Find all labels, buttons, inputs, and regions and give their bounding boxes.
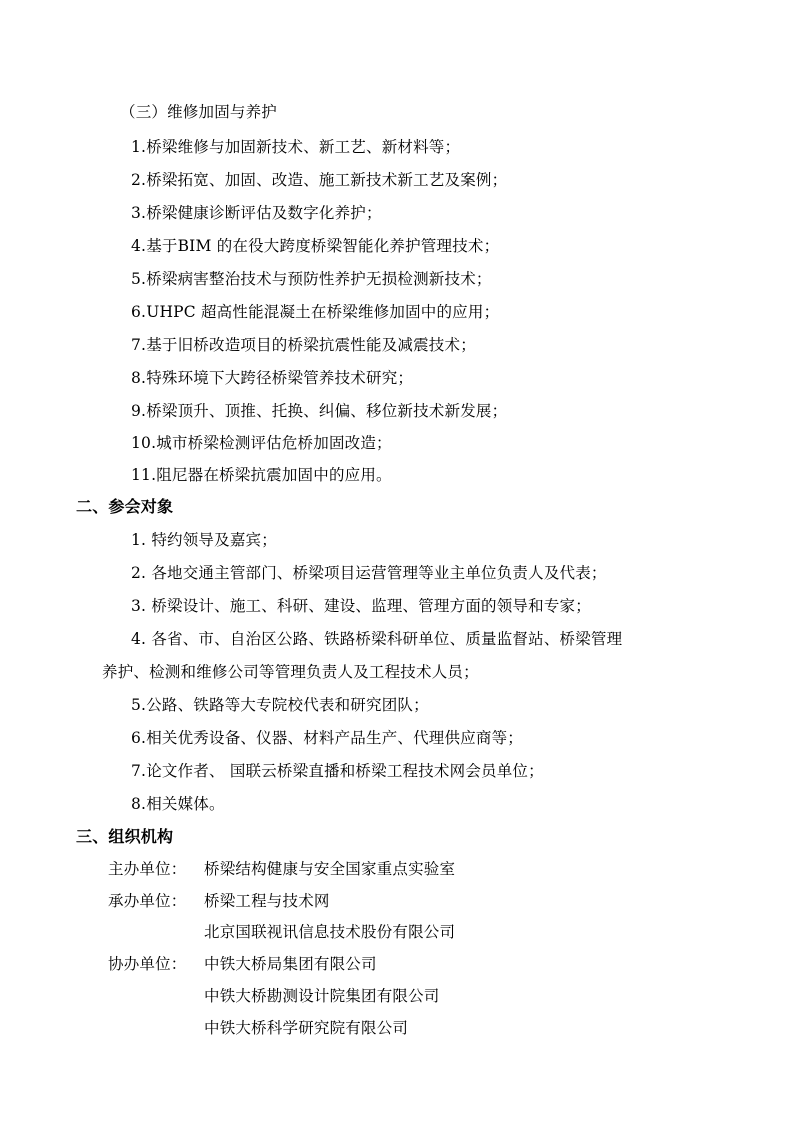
co-organizer-label: 协办单位： [108,955,187,973]
list-item: 4.基于BIM 的在役大跨度桥梁智能化养护管理技术； [131,237,500,255]
list-item: 2.桥梁拓宽、加固、改造、施工新技术新工艺及案例； [131,171,508,189]
list-item: 2. 各地交通主管部门、桥梁项目运营管理等业主单位负责人及代表； [131,564,607,582]
host-label: 主办单位： [108,860,187,878]
list-item-continuation: 养护、检测和维修公司等管理负责人及工程技术人员； [102,663,479,681]
list-item: 3. 桥梁设计、施工、科研、建设、监理、管理方面的领导和专家； [131,597,591,615]
list-item: 7.论文作者、 国联云桥梁直播和桥梁工程技术网会员单位； [131,762,544,780]
list-item: 10.城市桥梁检测评估危桥加固改造； [131,434,392,452]
list-item: 9.桥梁顶升、顶推、托换、纠偏、移位新技术新发展； [131,402,508,420]
subsection-title: （三）维修加固与养护 [120,103,278,121]
organizer-label: 承办单位： [108,892,187,910]
co-organizer-name: 中铁大桥局集团有限公司 [204,955,377,973]
organizer-name: 桥梁工程与技术网 [204,892,330,910]
section-heading-organization: 三、组织机构 [76,827,174,846]
list-item: 6.相关优秀设备、仪器、材料产品生产、代理供应商等； [131,729,523,747]
list-item: 8.特殊环境下大跨径桥梁管养技术研究； [131,369,414,387]
co-organizer-name: 中铁大桥科学研究院有限公司 [204,1019,409,1037]
list-item: 3.桥梁健康诊断评估及数字化养护； [131,204,382,222]
list-item: 8.相关媒体。 [131,795,225,813]
list-item: 6.UHPC 超高性能混凝土在桥梁维修加固中的应用； [131,303,500,321]
list-item: 4. 各省、市、自治区公路、铁路桥梁科研单位、质量监督站、桥梁管理 [131,630,623,648]
list-item: 1. 特约领导及嘉宾； [131,531,277,549]
list-item: 5.桥梁病害整治技术与预防性养护无损检测新技术； [131,270,492,288]
list-item: 5.公路、铁路等大专院校代表和研究团队； [131,696,429,714]
list-item: 1.桥梁维修与加固新技术、新工艺、新材料等； [131,138,461,156]
organizer-name: 北京国联视讯信息技术股份有限公司 [204,923,456,941]
section-heading-participants: 二、参会对象 [76,497,174,516]
list-item: 7.基于旧桥改造项目的桥梁抗震性能及减震技术； [131,336,476,354]
host-name: 桥梁结构健康与安全国家重点实验室 [204,860,456,878]
co-organizer-name: 中铁大桥勘测设计院集团有限公司 [204,987,440,1005]
list-item: 11.阻尼器在桥梁抗震加固中的应用。 [131,466,392,484]
